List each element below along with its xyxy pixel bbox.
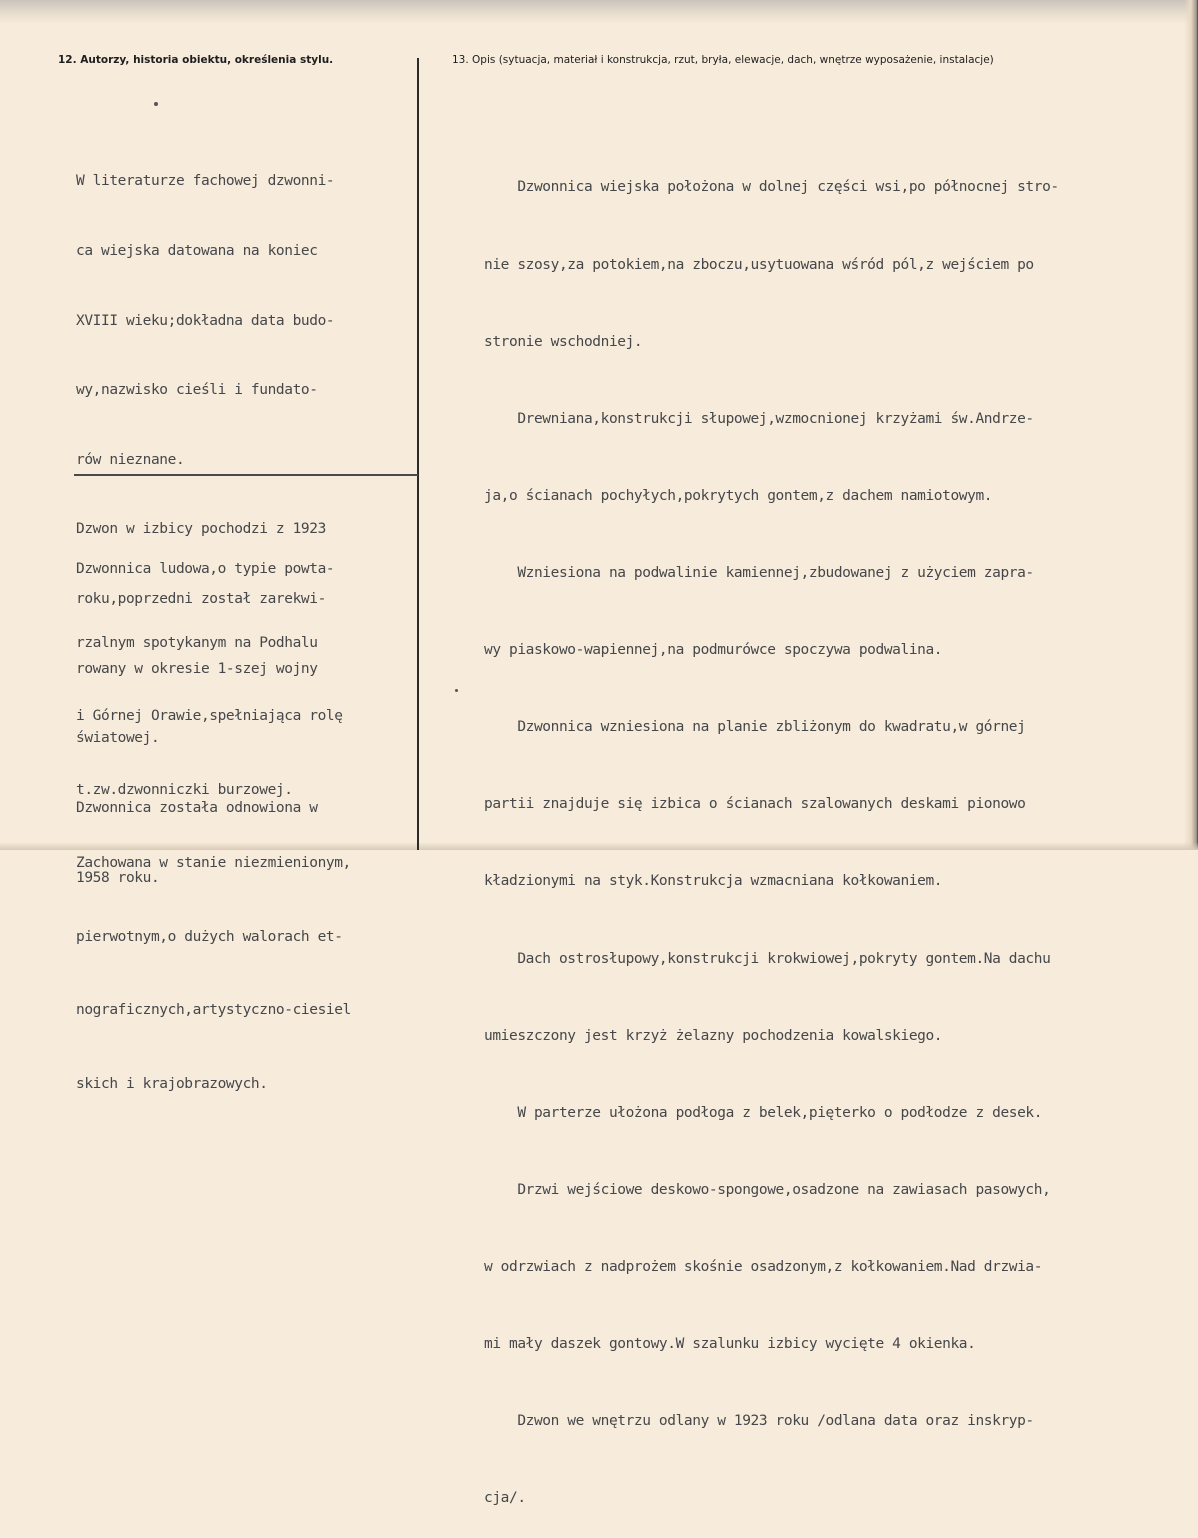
description-line: cja/. — [484, 1490, 526, 1507]
description-line: nie szosy,za potokiem,na zboczu,usytuowana wśród pól,z wejściem po — [484, 256, 1034, 273]
history-line: wy,nazwisko cieśli i fundato- — [76, 382, 318, 399]
description-line: Dach ostrosłupowy,konstrukcji krokwiowej,pokryty gontem.Na dachu — [484, 950, 1051, 967]
style-line: t.zw.dzwonniczki burzowej. — [76, 781, 293, 798]
history-line: Dzwon w izbicy pochodzi z 1923 — [76, 521, 326, 538]
section-12-number: 12. — [58, 54, 77, 66]
description-line: Dzwon we wnętrzu odlany w 1923 roku /odlana data oraz inskryp- — [484, 1413, 1034, 1430]
description-line: kładzionymi na styk.Konstrukcja wzmacniana kołkowaniem. — [484, 873, 943, 890]
history-line: W literaturze fachowej dzwonni- — [76, 173, 335, 190]
history-line: rów nieznane. — [76, 451, 185, 468]
style-line: i Górnej Orawie,spełniająca rolę — [76, 708, 343, 724]
description-text — [484, 124, 1059, 1538]
description-line: Dzwonnica wiejska położona w dolnej części wsi,po północnej stro- — [484, 179, 1059, 196]
style-line: rzalnym spotykanym na Podhalu — [76, 634, 318, 651]
description-line: mi mały daszek gontowy.W szalunku izbicy wycięte 4 okienka. — [484, 1336, 976, 1353]
paper-right-edge — [1184, 0, 1198, 850]
style-text — [76, 508, 351, 1121]
history-line: 1958 roku. — [76, 869, 160, 886]
history-line: roku,poprzedni został zarekwi- — [76, 591, 326, 608]
section-12-header — [58, 54, 333, 66]
description-line: Dzwonnica wzniesiona na planie zbliżonym do kwadratu,w górnej — [484, 719, 1026, 736]
history-line: ca wiejska datowana na koniec — [76, 243, 318, 260]
description-line: partii znajduje się izbica o ścianach szalowanych deskami pionowo — [484, 796, 1026, 813]
style-line: skich i krajobrazowych. — [76, 1075, 268, 1092]
description-line: Drewniana,konstrukcji słupowej,wzmocnionej krzyżami św.Andrze- — [484, 410, 1034, 427]
description-line: W parterze ułożona podłoga z belek,pięterko o podłodze z desek. — [484, 1104, 1043, 1121]
section-13-header: 13. Opis (sytuacja, materiał i konstrukcja, rzut, bryła, elewacje, dach, wnętrze wyposażenie, instalacje) — [452, 54, 994, 66]
description-line: Drzwi wejściowe deskowo-spongowe,osadzone na zawiasach pasowych, — [484, 1181, 1051, 1198]
style-line: pierwotnym,o dużych walorach et- — [76, 928, 343, 945]
history-line: Dzwonnica została odnowiona w — [76, 799, 318, 816]
description-line: umieszczony jest krzyż żelazny pochodzenia kowalskiego. — [484, 1027, 943, 1044]
style-line: nograficznych,artystyczno-ciesiel — [76, 1002, 351, 1018]
description-line: w odrzwiach z nadprożem skośnie osadzonym,z kołkowaniem.Nad drzwia- — [484, 1258, 1043, 1275]
ink-dot — [455, 689, 458, 692]
section-12-title: Autorzy, historia obiektu, określenia stylu. — [80, 54, 334, 66]
column-divider — [417, 58, 419, 850]
description-line: Wzniesiona na podwalinie kamiennej,zbudowanej z użyciem zapra- — [484, 564, 1034, 581]
style-line: Zachowana w stanie niezmienionym, — [76, 855, 351, 871]
history-line: światowej. — [76, 730, 160, 747]
style-line: Dzwonnica ludowa,o typie powta- — [76, 561, 335, 577]
description-line: stronie wschodniej. — [484, 333, 643, 350]
description-line: ja,o ścianach pochyłych,pokrytych gontem,z dachem namiotowym. — [484, 487, 993, 504]
description-line: wy piaskowo-wapiennej,na podmurówce spoczywa podwalina. — [484, 642, 943, 659]
history-line: rowany w okresie 1-szej wojny — [76, 660, 318, 677]
ink-dot — [154, 102, 158, 106]
history-line: XVIII wieku;dokładna data budo- — [76, 312, 335, 329]
paper-top-edge — [0, 0, 1198, 24]
